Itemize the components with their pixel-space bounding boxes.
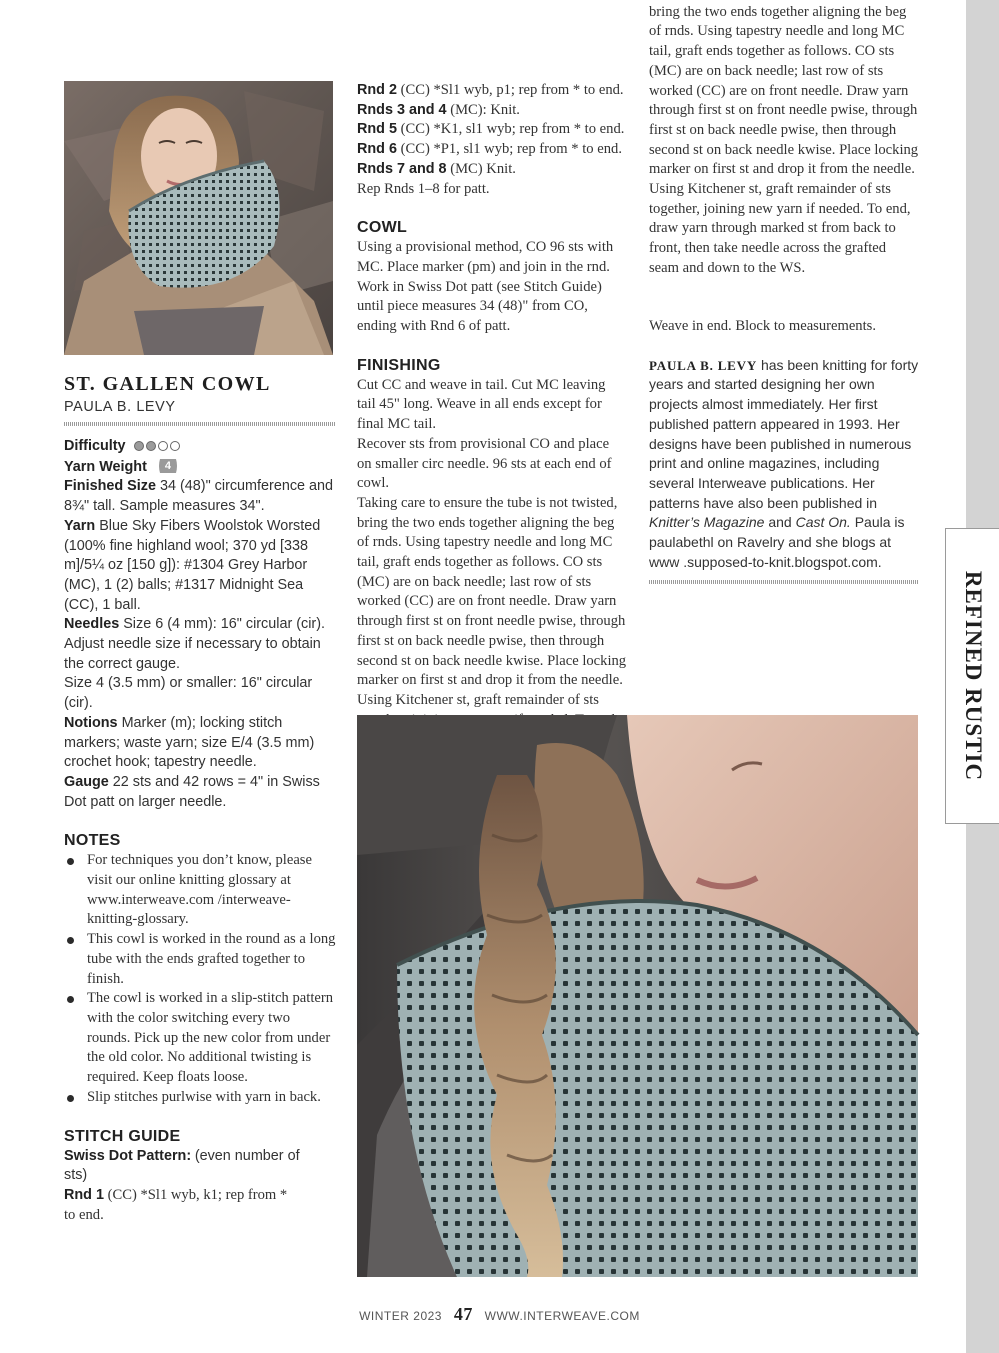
notes-list: [64, 851, 336, 1107]
cowl-heading: COWL: [357, 219, 408, 237]
yarn-weight-row: [64, 458, 336, 478]
round-text: (MC) Knit.: [450, 160, 516, 177]
section-tab: [945, 528, 999, 824]
round-label: Rnds 3 and 4: [357, 101, 447, 118]
bio-name: PAULA B. LEVY: [649, 357, 758, 373]
round-label: Rnd 5: [357, 121, 397, 138]
list-item: The cowl is worked in a slip-stitch pattern with the color switching every two rounds. Pick up the new color from under the old color. No additional twisting is required. Keep floats loose.: [64, 989, 336, 1088]
round-5: [357, 120, 627, 140]
difficulty-dot-icon: [146, 441, 156, 451]
specs-block: [64, 437, 336, 812]
bio-text: Paula is paulabethl on Ravelry and she blogs at www .supposed-to-knit.blogspot.com.: [649, 514, 905, 570]
bio-magazine: Knitter’s Magazine: [649, 514, 765, 531]
round-label: Rnd 6: [357, 141, 397, 158]
finishing-paragraph: Weave in end. Block to measurements.: [649, 318, 876, 334]
top-photo: [64, 81, 333, 355]
cowl-paragraph: Work in Swiss Dot patt (see Stitch Guide) until piece measures 34 (48)" from CO, ending with Rnd 6 of patt.: [357, 278, 602, 335]
title-rule: [64, 422, 336, 426]
round-6: [357, 140, 627, 160]
needles-text: Size 6 (4 mm): 16" circular (cir). Adjust needle size if necessary to obtain the correct gauge.: [64, 616, 326, 672]
middle-column: [357, 81, 627, 708]
round-label: Rnds 7 and 8: [357, 160, 447, 177]
issue-label: WINTER 2023: [359, 1309, 442, 1323]
bio-text: has been knitting for forty years and started designing her own projects almost immediately. Her first published pattern appeared in 1993. Her designs have been published in numerous print and online magazines, including several Interweave publications. Her patterns have also been published in: [649, 356, 919, 511]
finishing-paragraph: Taking care to ensure the tube is not twisted, bring the two ends together aligning the beg of rnds. Using tapestry needle and long MC tail, graft ends together as follows. CO sts (MC) are on back needle; last row of sts worked (CC) are on front needle. Draw yarn through first st on front needle pwise, through first st on back needle pwise, then through second st on back needle kwise. Place locking marker on first st and drop it from the needle. Using Kitchener st, graft remainder of sts: [357, 494, 627, 708]
needles-label: Needles: [64, 616, 120, 633]
rounds-7-8: [357, 160, 627, 180]
finished-size-label: Finished Size: [64, 478, 156, 495]
page-number: 47: [453, 1304, 473, 1324]
list-item: For techniques you don’t know, please visit our online knitting glossary at www.interweave.com /interweave-knitting-glossary.: [64, 851, 336, 930]
finished-size: [64, 477, 336, 516]
finishing-paragraph-continued: bring the two ends together aligning the beg of rnds. Using tapestry needle and long MC tail, graft ends together as follows. CO sts (MC) are on back needle; last row of sts worked (CC) are on front needle. Draw yarn through first st on front needle pwise, through first st on back needle pwise, then through second st on back needle kwise. Place locking marker on first st and drop it from the needle. Using Kitchener st, graft remainder of sts together, joining new yarn if needed. To end, draw yarn through marked st from back to front, then take needle across the grafted seam and down to the WS.: [649, 3, 919, 276]
notions: [64, 714, 336, 773]
designer-bio: [649, 356, 919, 573]
list-item: Slip stitches purlwise with yarn in back.: [64, 1088, 336, 1108]
needles: [64, 615, 336, 674]
model-wearing-cowl-image: [64, 81, 333, 355]
round-text: (CC) *P1, sl1 wyb; rep from * to end.: [400, 141, 622, 158]
round-2: [357, 81, 627, 101]
difficulty-dot-icon: [134, 441, 144, 451]
bottom-photo: [357, 715, 918, 1277]
yarn-text: Blue Sky Fibers Woolstok Worsted (100% fine highland wool; 370 yd [338 m]/5¼ oz [150 g]): #1304 Grey Harbor (MC), 1 (2) balls; #1317 Midnight Sea (CC), 1 ball.: [64, 517, 321, 613]
finished-size-text: 34 (48)" circumference and 8¾" tall. Sample measures 34".: [64, 478, 334, 515]
swiss-dot-note: (even number of sts): [64, 1147, 300, 1184]
round-text: (MC): Knit.: [450, 101, 520, 118]
stitch-guide-heading: STITCH GUIDE: [64, 1127, 181, 1145]
round-1: [64, 1186, 302, 1225]
difficulty-dot-icon: [170, 441, 180, 451]
round-text: (CC) *Sl1 wyb, k1; rep from * to end.: [64, 1186, 288, 1223]
notes-heading: NOTES: [64, 832, 121, 850]
finishing-continued: [649, 3, 919, 317]
difficulty-rating: [134, 438, 182, 458]
gauge-label: Gauge: [64, 773, 109, 790]
finishing-paragraph: Recover sts from provisional CO and place on smaller circ needle. 96 sts at each end of cowl.: [357, 435, 612, 492]
page-footer: [0, 1304, 999, 1325]
stitch-guide-start: [64, 1147, 302, 1226]
gauge: [64, 773, 336, 812]
pattern-title: ST. GALLEN COWL: [64, 373, 271, 395]
notions-text: Marker (m); locking stitch markers; waste yarn; size E/4 (3.5 mm) crochet hook; tapestry needle.: [64, 714, 315, 771]
finishing-paragraph: Cut CC and weave in tail. Cut MC leaving tail 45" long. Weave in all ends except for final MC tail.: [357, 376, 606, 433]
list-item: This cowl is worked in the round as a long tube with the ends grafted together to finish.: [64, 930, 336, 989]
section-tab-label: REFINED RUSTIC: [960, 570, 986, 782]
difficulty-dot-icon: [158, 441, 168, 451]
finishing-grafting-text: [357, 494, 627, 708]
left-column: [64, 372, 336, 1225]
yarn-weight-value: 4: [164, 459, 171, 472]
website: WWW.INTERWEAVE.COM: [484, 1309, 640, 1323]
notions-label: Notions: [64, 714, 118, 731]
swiss-dot-label: Swiss Dot Pattern:: [64, 1147, 192, 1164]
gauge-text: 22 sts and 42 rows = 4" in Swiss Dot patt on larger needle.: [64, 773, 320, 810]
finishing-heading: FINISHING: [357, 356, 441, 374]
swiss-dot-pattern: [64, 1147, 302, 1186]
round-label: Rnd 1: [64, 1186, 104, 1203]
yarn-weight-label: Yarn Weight: [64, 458, 147, 475]
cowl-closeup-image: [357, 715, 918, 1277]
bio-and: and: [768, 514, 792, 531]
needles-alt: Size 4 (3.5 mm) or smaller: 16" circular (cir).: [64, 675, 313, 712]
round-text: (CC) *K1, sl1 wyb; rep from * to end.: [400, 121, 625, 138]
designer-name: PAULA B. LEVY: [64, 399, 176, 415]
repeat-note: Rep Rnds 1–8 for patt.: [357, 180, 490, 197]
difficulty-row: [64, 437, 336, 458]
bio-magazine: Cast On.: [795, 514, 851, 531]
round-label: Rnd 2: [357, 82, 397, 98]
yarn: [64, 517, 336, 616]
yarn-weight-icon: [157, 458, 179, 474]
bio-rule: [649, 580, 919, 584]
cowl-paragraph: Using a provisional method, CO 96 sts with MC. Place marker (pm) and join in the rnd.: [357, 239, 614, 275]
rounds-3-4: [357, 101, 627, 121]
difficulty-label: Difficulty: [64, 438, 126, 454]
yarn-label: Yarn: [64, 517, 96, 534]
round-text: (CC) *Sl1 wyb, p1; rep from * to end.: [400, 82, 624, 98]
right-column: [649, 3, 919, 595]
